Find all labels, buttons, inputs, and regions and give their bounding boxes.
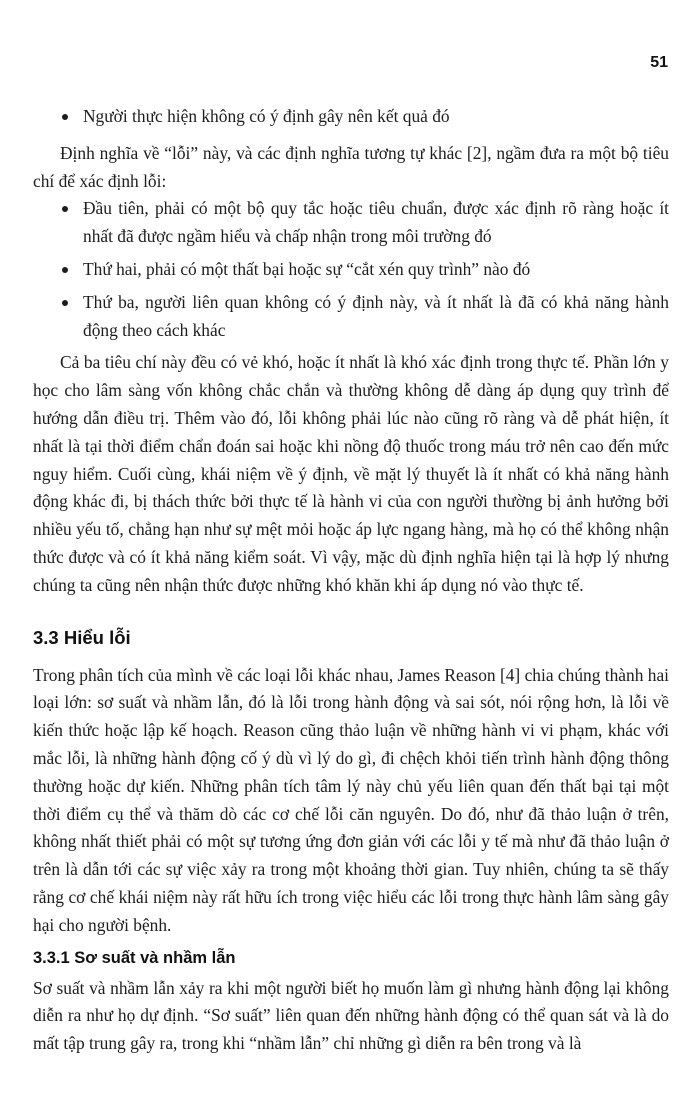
section-heading: 3.3 Hiểu lỗi bbox=[33, 626, 131, 648]
reason-paragraph: Trong phân tích của mình về các loại lỗi khác nhau, James Reason [4] chia chúng thành hai loại lớn: sơ suất và nhầm lẫn, đó là lỗi trong hành động và sai sót, nói rộng hơn, là lỗi về kiến thức hoặc lập kế hoạch. Reason cũng thảo luận về những hành vi vi phạm, khác với mắc lỗi, là những hành động cố ý dù vì lý do gì, đi chệch khỏi tiến trình hành động thông thường hoặc dự kiến. Những phân tích tâm lý này chủ yếu liên quan đến thất bại tại một thời điểm cụ thể và thăm dò các cơ chế lỗi căn nguyên. Do đó, như đã thảo luận ở trên, không nhất thiết phải có một sự tương ứng đơn giản với các lỗi y tế mà như đã thảo luận ở trên là dẫn tới các sự việc xảy ra trong một khoảng thời gian. Tuy nhiên, chúng ta sẽ thấy rằng cơ chế khái niệm này rất hữu ích trong việc hiểu các lỗi trong thực hành lâm sàng gây hại cho người bệnh. bbox=[33, 664, 669, 935]
criteria-difficulty-paragraph: Cả ba tiêu chí này đều có vẻ khó, hoặc ít nhất là khó xác định trong thực tế. Phần lớn y học cho lâm sàng vốn không chắc chắn và thường không dễ dàng áp dụng quy trình để hướng dẫn điều trị. Thêm vào đó, lỗi không phải lúc nào cũng rõ ràng và dễ phát hiện, ít nhất là tại thời điểm chẩn đoán sai hoặc khi nồng độ thuốc trong máu trở nên cao đến mức nguy hiểm. Cuối cùng, khái niệm về ý định, về mặt lý thuyết là ít nhất có khả năng hành động khác đi, bị thách thức bởi thực tế là hành vi của con người thường bị ảnh hưởng bởi nhiều yếu tố, chẳng hạn như sự mệt mỏi hoặc áp lực ngang hàng, mà họ có thể không nhận thức được và có ít khả năng kiểm soát. Vì vậy, mặc dù định nghĩa hiện tại là hợp lý nhưng chúng ta cũng nên nhận thức được những khó khăn khi áp dụng nó vào thực tế. bbox=[33, 352, 669, 595]
slips-paragraph: Sơ suất và nhầm lẫn xảy ra khi một người biết họ muốn làm gì nhưng hành động lại không diễn ra như họ dự định. “Sơ suất” liên quan đến những hành động có thể quan sát và là do mất tập trung gây ra, trong khi “nhầm lẫn” chỉ những gì diễn ra bên trong và là bbox=[33, 977, 669, 1054]
definition-paragraph: Định nghĩa về “lỗi” này, và các định nghĩa tương tự khác [2], ngầm đưa ra một bộ tiêu chí để xác định lỗi: bbox=[33, 142, 669, 191]
intro-bullet-list bbox=[33, 103, 669, 131]
criteria-item-third: Thứ ba, người liên quan không có ý định này, và ít nhất là đã có khả năng hành động theo cách khác bbox=[33, 289, 669, 345]
criteria-bullet-list bbox=[33, 195, 669, 344]
criteria-item-first: Đầu tiên, phải có một bộ quy tắc hoặc tiêu chuẩn, được xác định rõ ràng hoặc ít nhất đã được ngầm hiểu và chấp nhận trong môi trường đó bbox=[33, 195, 669, 251]
page-content bbox=[33, 103, 669, 1058]
page-number: 51 bbox=[650, 54, 668, 71]
intro-bullet-item: Người thực hiện không có ý định gây nên kết quả đó bbox=[33, 103, 669, 131]
criteria-item-second: Thứ hai, phải có một thất bại hoặc sự “cắt xén quy trình” nào đó bbox=[33, 256, 669, 284]
subsection-heading: 3.3.1 Sơ suất và nhầm lẫn bbox=[33, 948, 236, 967]
